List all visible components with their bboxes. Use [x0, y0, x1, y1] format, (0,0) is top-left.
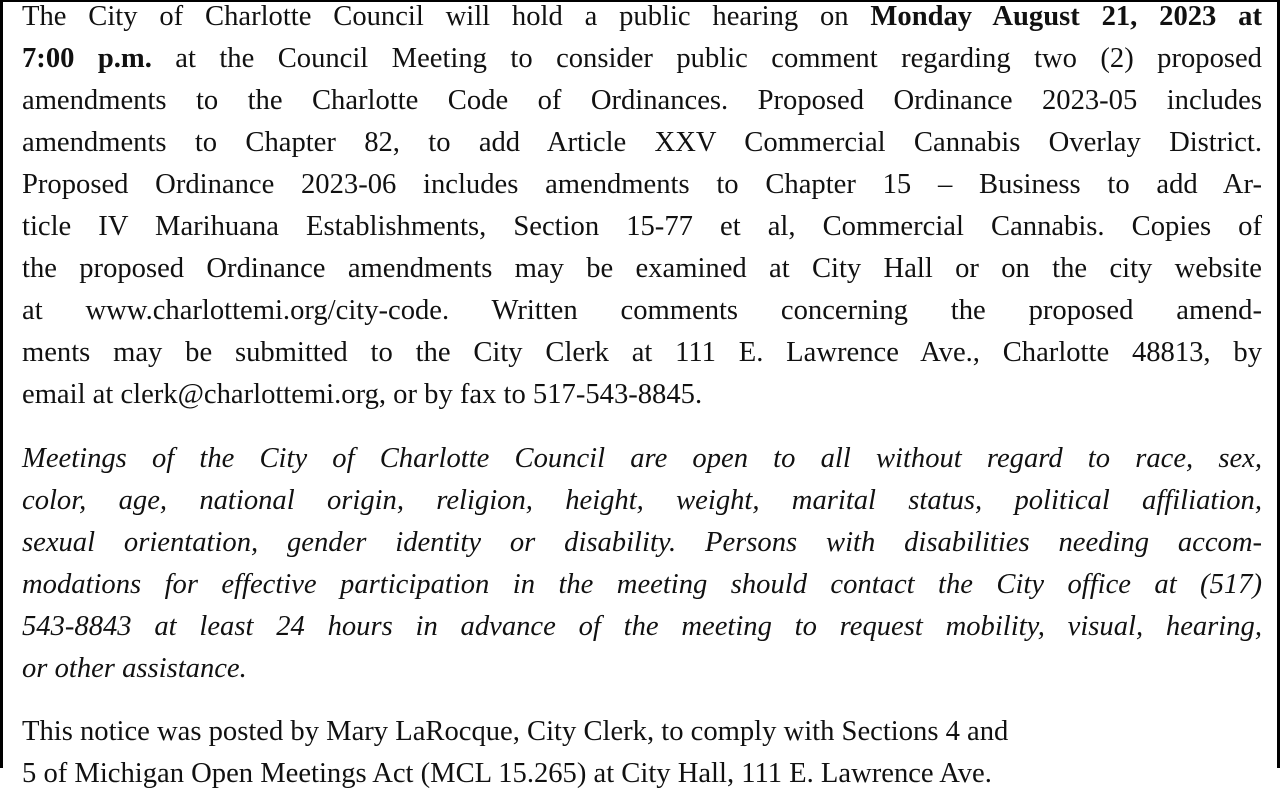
- text-line: email at clerk@charlottemi.org, or by fax to 517-543-8845.: [22, 379, 703, 410]
- text-line: ticle IV Marihuana Establishments, Section 15-77 et al, Commercial Cannabis. Copies of: [22, 211, 1262, 242]
- text-line: The City of Charlotte Council will hold a public hearing on Monday August 21, 2023 at: [22, 1, 1262, 32]
- text-line: Meetings of the City of Charlotte Council are open to all without regard to race, sex,: [22, 443, 1262, 474]
- text-line: 7:00 p.m. at the Council Meeting to consider public comment regarding two (2) proposed: [22, 43, 1262, 74]
- posting-paragraph: [22, 711, 1262, 795]
- text-line: amendments to Chapter 82, to add Article XXV Commercial Cannabis Overlay District.: [22, 127, 1262, 158]
- text-line: This notice was posted by Mary LaRocque, City Clerk, to comply with Sections 4 and: [22, 716, 1009, 747]
- text-line: or other assistance.: [22, 653, 247, 684]
- hearing-date: Monday August 21, 2023 at: [870, 1, 1262, 32]
- text-line: color, age, national origin, religion, height, weight, marital status, political affiliation,: [22, 485, 1262, 516]
- text-line: Proposed Ordinance 2023-06 includes amendments to Chapter 15 – Business to add Ar-: [22, 169, 1262, 200]
- text-line: 5 of Michigan Open Meetings Act (MCL 15.265) at City Hall, 111 E. Lawrence Ave.: [22, 758, 992, 789]
- accessibility-paragraph: [22, 438, 1262, 690]
- text-line: modations for effective participation in the meeting should contact the City office at (517): [22, 569, 1262, 600]
- text-line: at www.charlottemi.org/city-code. Written comments concerning the proposed amend-: [22, 295, 1262, 326]
- text-line: 543-8843 at least 24 hours in advance of the meeting to request mobility, visual, hearing,: [22, 611, 1262, 642]
- hearing-paragraph: [22, 0, 1262, 416]
- text-line: sexual orientation, gender identity or disability. Persons with disabilities needing accom-: [22, 527, 1262, 558]
- text-line: the proposed Ordinance amendments may be examined at City Hall or on the city website: [22, 253, 1262, 284]
- hearing-time: 7:00 p.m.: [22, 43, 152, 74]
- text-line: ments may be submitted to the City Clerk at 111 E. Lawrence Ave., Charlotte 48813, by: [22, 337, 1262, 368]
- text-line: amendments to the Charlotte Code of Ordinances. Proposed Ordinance 2023-05 includes: [22, 85, 1262, 116]
